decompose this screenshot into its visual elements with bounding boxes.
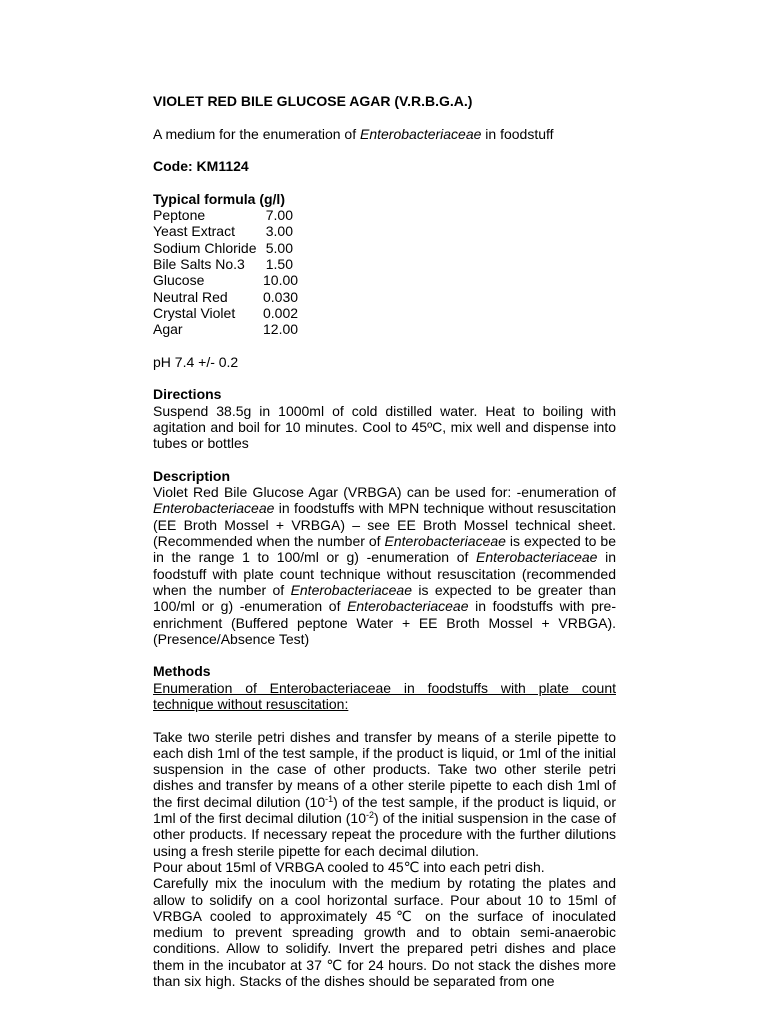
methods-paragraph: Take two sterile petri dishes and transfer by means of a sterile pipette to each dish 1ml of the test sample, if the product is liquid, or 1ml of the initial suspension in the case of other products. Take two other sterile petri dishes and transfer by means of a other sterile pipette to each dish 1ml of the first decimal dilution $(10^{-1})$ of the test sample, if the product is liquid, or 1ml of the first decimal dilution $(10^{-2})$ of the initial suspension in the case of other products. If necessary repeat the procedure with the further dilutions using a fresh sterile pipette for each decimal dilution.: [153, 728, 616, 859]
subtitle: A medium for the enumeration of Enterobacteriaceae in foodstuff: [153, 125, 554, 142]
formula-row: Peptone 7.00: [153, 207, 293, 224]
directions-text: Suspend 38.5g in 1000ml of cold distilled water. Heat to boiling with agitation and boil for 10 minutes. Cool to 45ºC, mix well and dispense into tubes or bottles: [153, 402, 616, 452]
document-body: [153, 93, 616, 989]
methods-subheading: Enumeration of Enterobacteriaceae in foodstuffs with plate count technique without resuscitation:: [153, 679, 616, 712]
formula-row: Glucose 10.00: [153, 272, 299, 289]
methods-paragraph: Pour about 15ml of VRBGA cooled to 45℃ into each petri dish.: [153, 858, 545, 875]
formula-row: Neutral Red 0.030: [153, 288, 299, 305]
product-code: Code: KM1124: [153, 158, 249, 175]
ph-value: pH 7.4 +/- 0.2: [153, 353, 239, 370]
formula-row: Crystal Violet 0.002: [153, 304, 299, 321]
formula-row: Yeast Extract 3.00: [153, 223, 293, 240]
formula-row: Sodium Chloride 5.00: [153, 239, 293, 256]
directions-heading: Directions: [153, 386, 222, 403]
methods-paragraph: Carefully mix the inoculum with the medium by rotating the plates and allow to solidify on a cool horizontal surface. Pour about 10 to 15ml of VRBGA cooled to approximately 45℃ on the surface of inoculated medium to prevent spreading growth and to obtain semi-anaerobic conditions. Allow to solidify. Invert the prepared petri dishes and place them in the incubator at 37 ℃ for 24 hours. Do not stack the dishes more than six high. Stacks of the dishes should be separated from one: [153, 875, 616, 990]
description-text: Violet Red Bile Glucose Agar (VRBGA) can be used for: -enumeration of Enterobacteriaceae in foodstuffs with MPN technique without resuscitation (EE Broth Mossel + VRBGA) – see EE Broth Mossel technical sheet. (Recommended when the number of Enterobacteriaceae is expected to be in the range 1 to 100/ml or g) -enumeration of Enterobacteriaceae in foodstuff with plate count technique without resuscitation (recommended when the number of Enterobacteriaceae is expected to be greater than 100/ml or g) -enumeration of Enterobacteriaceae in foodstuffs with pre-enrichment (Buffered peptone Water + EE Broth Mossel + VRBGA). (Presence/Absence Test): [153, 484, 617, 647]
document-title: VIOLET RED BILE GLUCOSE AGAR (V.R.B.G.A.): [153, 93, 473, 109]
formula-table: [153, 207, 616, 337]
description-heading: Description: [153, 467, 231, 484]
formula-row: Bile Salts No.3 1.50: [153, 255, 293, 272]
formula-row: Agar 12.00: [153, 321, 299, 338]
methods-heading: Methods: [153, 663, 211, 680]
formula-heading: Typical formula (g/l): [153, 190, 285, 207]
